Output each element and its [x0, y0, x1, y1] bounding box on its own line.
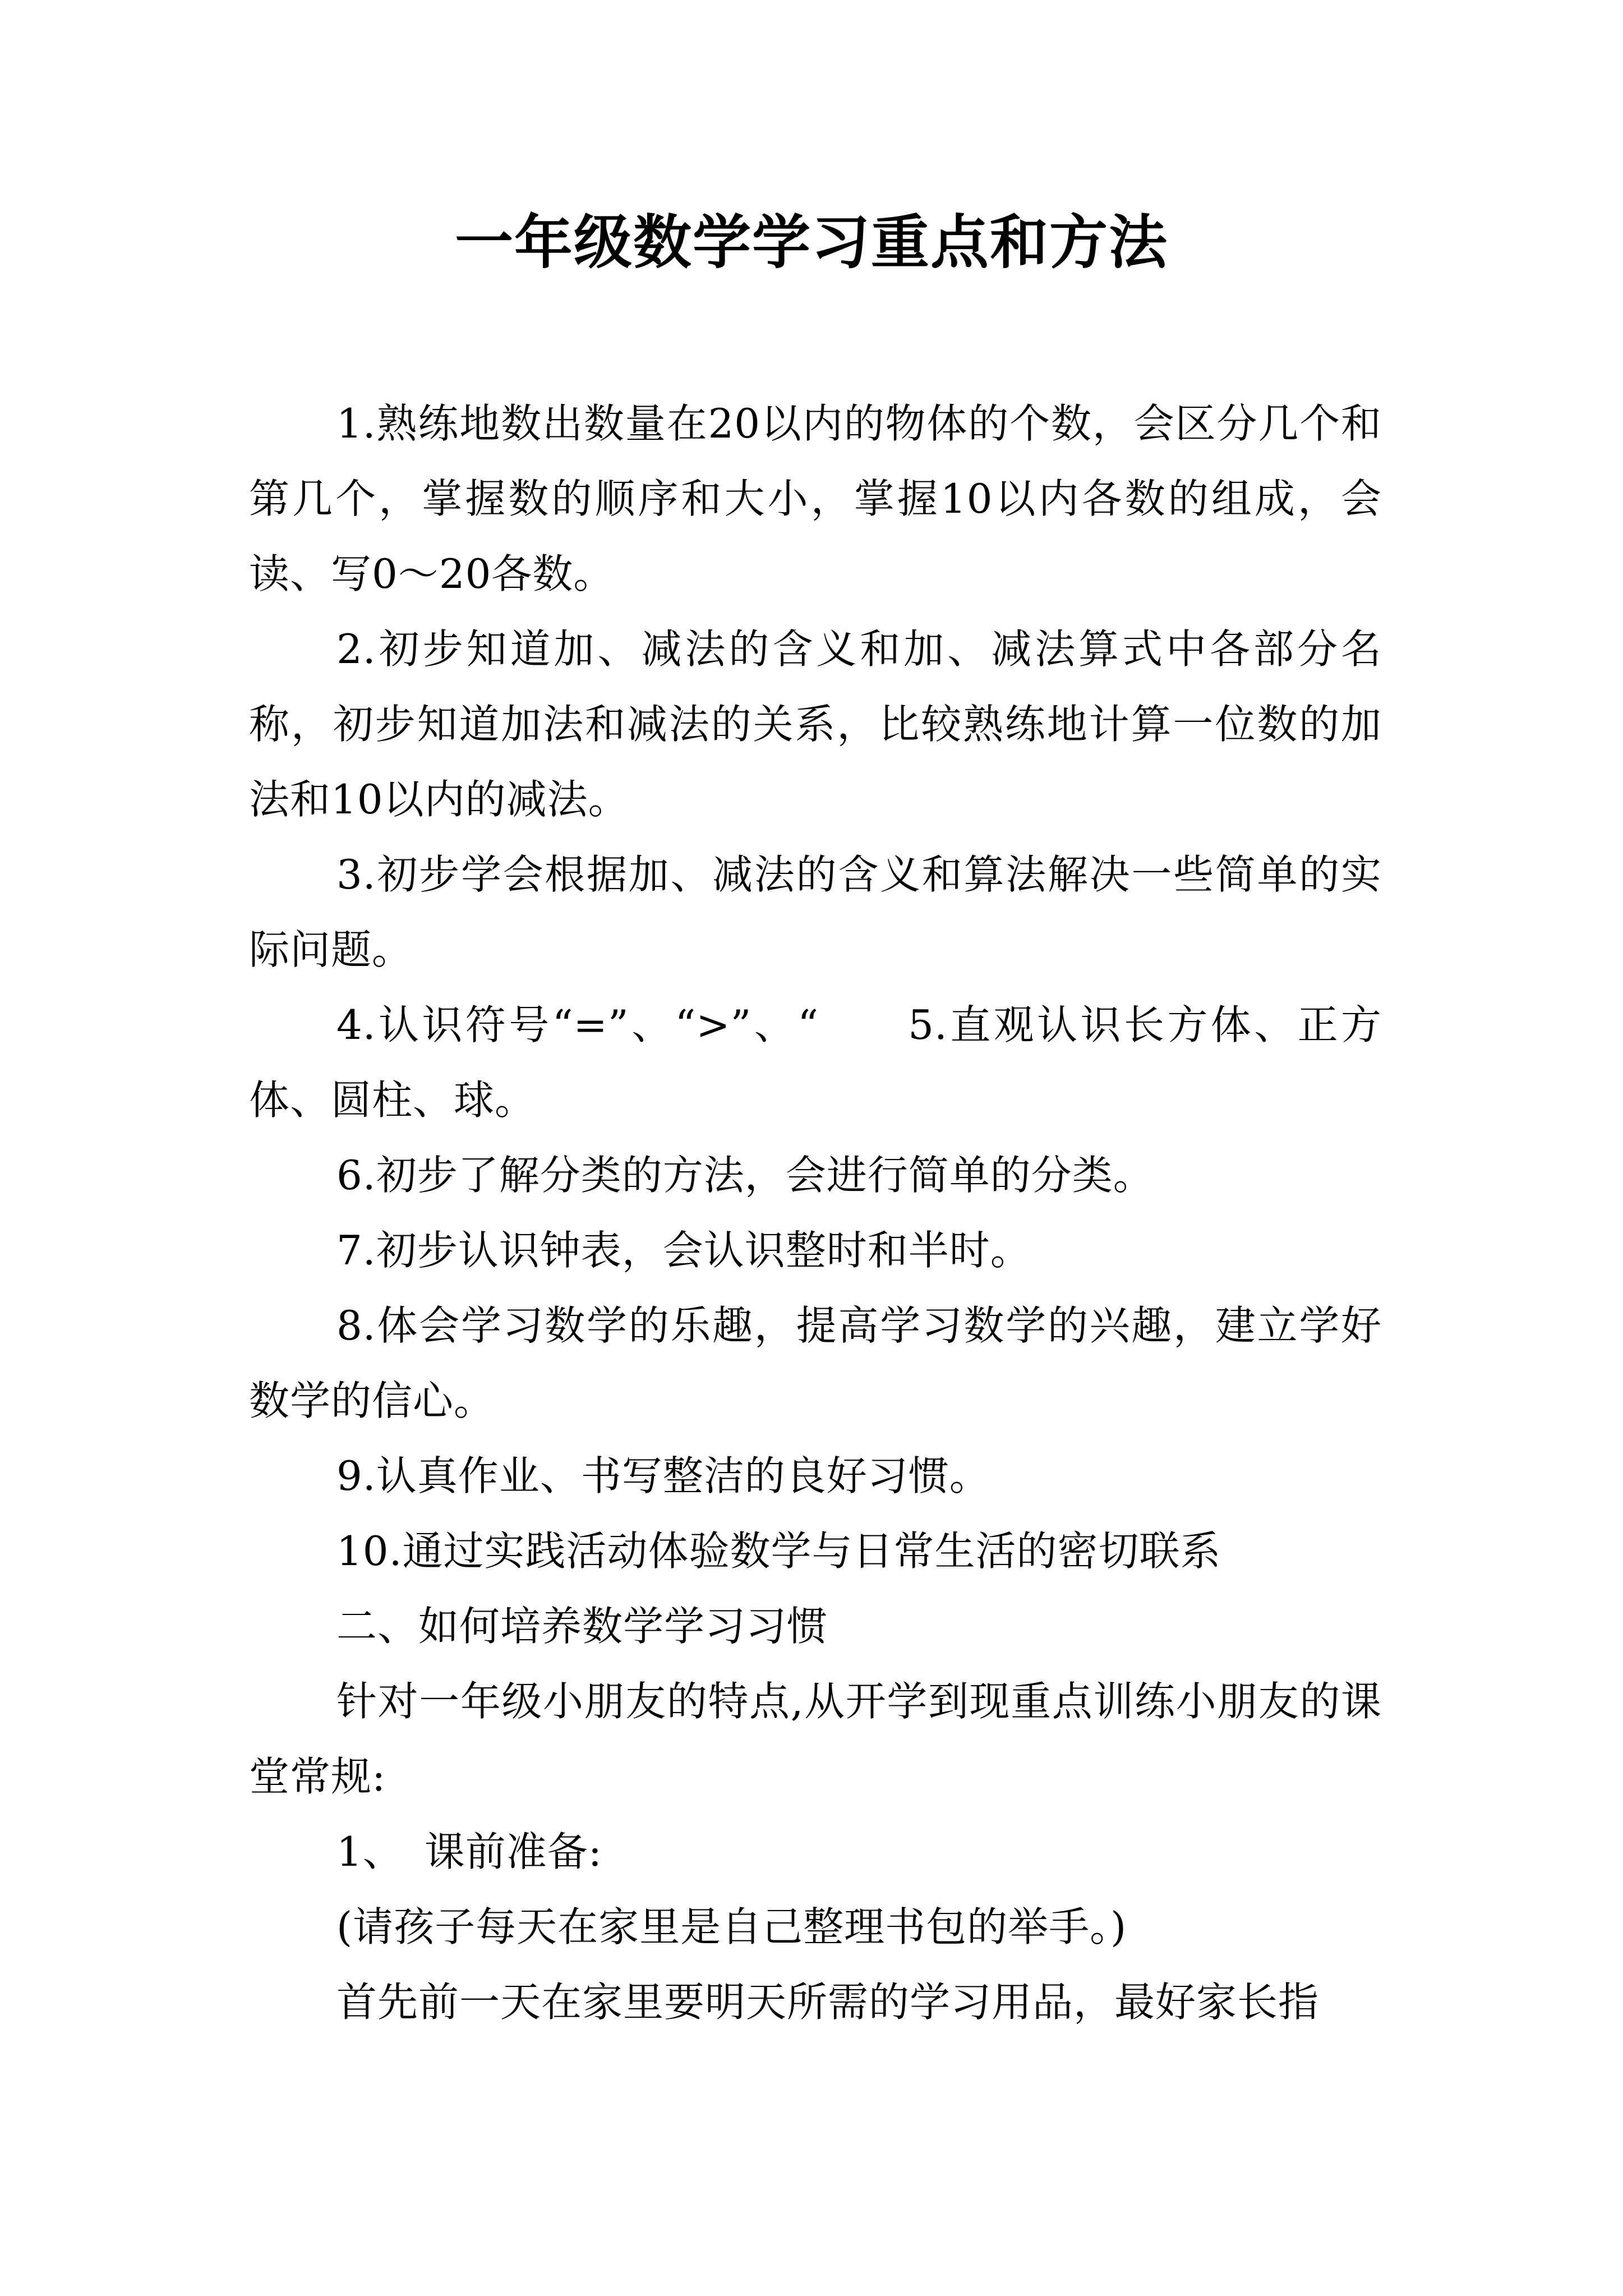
- paragraph-13: (请孩子每天在家里是自己整理书包的举手。): [336, 1903, 1127, 1950]
- paragraph-2: 2.初步知道加、减法的含义和加、减法算式中各部分名称，初步知道加法和减法的关系，比较熟练地计算一位数的加法和10以内的减法。: [249, 625, 1382, 823]
- section-heading: 二、如何培养数学学习习惯: [336, 1603, 828, 1650]
- paragraph-5: 6.初步了解分类的方法，会进行简单的分类。: [336, 1152, 1154, 1199]
- paragraph-14: 首先前一天在家里要明天所需的学习用品，最好家长指: [336, 1978, 1320, 2026]
- document-title: 一年级数学学习重点和方法: [454, 208, 1168, 277]
- subheading-class-prep: 1、 课前准备:: [336, 1828, 603, 1875]
- document-body: [249, 386, 1382, 2040]
- paragraph-3: 3.初步学会根据加、减法的含义和算法解决一些简单的实际问题。: [249, 851, 1382, 973]
- paragraph-7: 8.体会学习数学的乐趣，提高学习数学的兴趣，建立学好数学的信心。: [249, 1302, 1382, 1424]
- paragraph-1: 1.熟练地数出数量在20以内的物体的个数，会区分几个和第几个，掌握数的顺序和大小，掌握10以内各数的组成，会读、写0～20各数。: [249, 400, 1382, 597]
- paragraph-6: 7.初步认识钟表，会认识整时和半时。: [336, 1227, 1031, 1274]
- paragraph-4: 4.认识符号“=”、“>”、“ 5.直观认识长方体、正方体、圆柱、球。: [249, 1001, 1382, 1124]
- paragraph-8: 9.认真作业、书写整洁的良好习惯。: [336, 1452, 990, 1499]
- paragraph-9: 10.通过实践活动体验数学与日常生活的密切联系: [336, 1527, 1221, 1575]
- paragraph-11: 针对一年级小朋友的特点,从开学到现重点训练小朋友的课堂常规:: [249, 1678, 1382, 1800]
